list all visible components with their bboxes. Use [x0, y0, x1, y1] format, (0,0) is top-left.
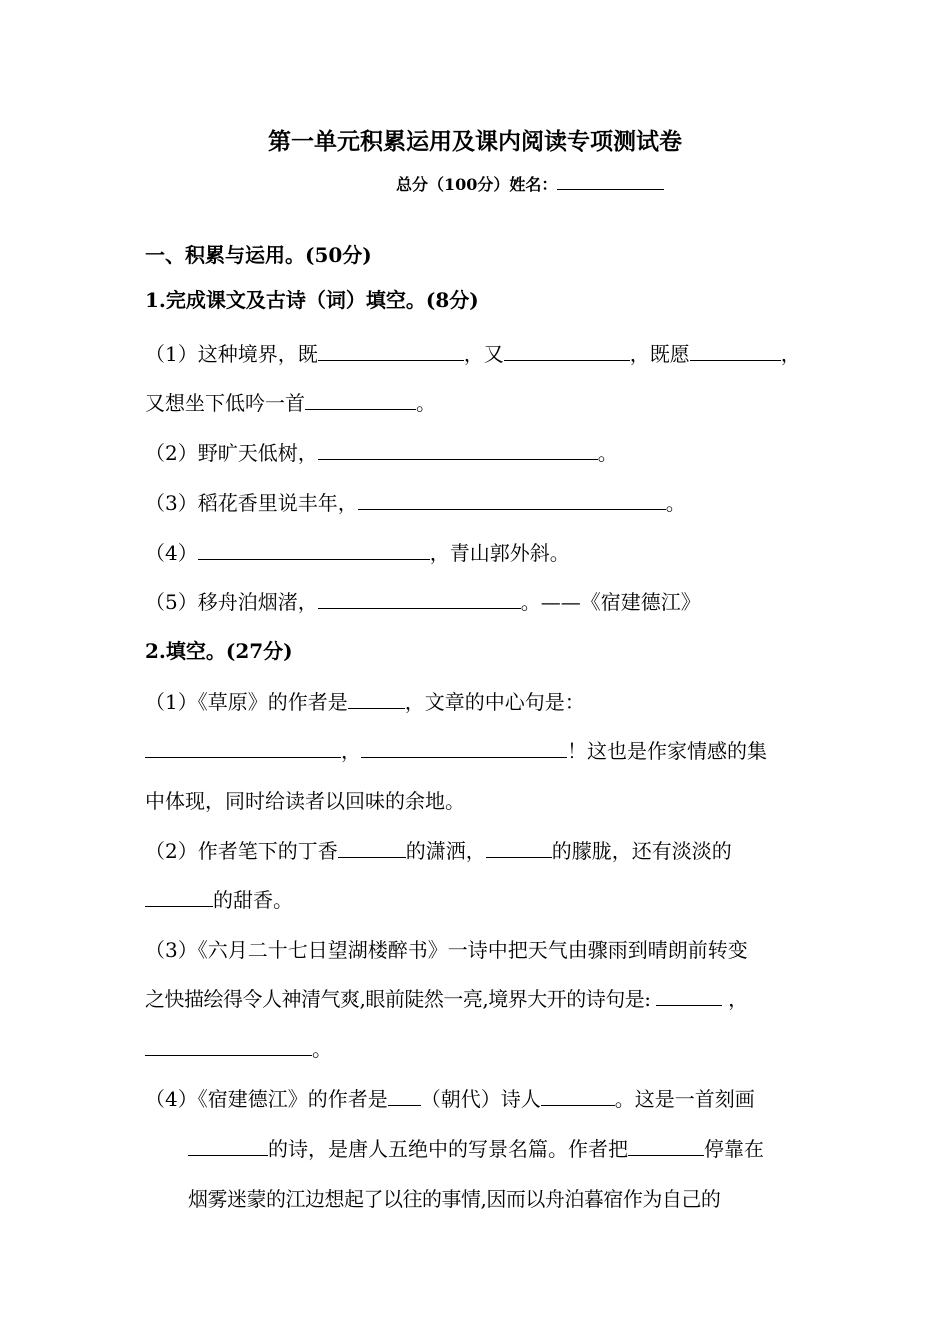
- answer-blank[interactable]: [348, 690, 405, 709]
- score-and-name-line: [396, 173, 664, 196]
- q2-item-2-cont: 的甜香。: [145, 888, 293, 912]
- answer-blank[interactable]: [305, 391, 416, 410]
- answer-blank[interactable]: [504, 342, 630, 361]
- q1-item-5: （5）移舟泊烟渚， 。——《宿建德江》: [145, 590, 701, 614]
- student-name-field[interactable]: [557, 173, 664, 190]
- q1-item-2: （2）野旷天低树， 。: [145, 441, 618, 465]
- answer-blank[interactable]: [145, 1037, 312, 1056]
- total-score-label: 总分（100分）姓名：: [396, 175, 558, 194]
- q1-item-1: （1）这种境界，既 ，又 ，既愿 ，: [145, 342, 801, 366]
- q2-item-1: （1）《草原》的作者是 ，文章的中心句是：: [145, 690, 585, 714]
- answer-blank[interactable]: [318, 590, 521, 609]
- q2-item-3: （3）《六月二十七日望湖楼醉书》一诗中把天气由骤雨到晴朗前转变: [145, 938, 748, 962]
- question-1-heading: 1.完成课文及古诗（词）填空。(8分): [145, 288, 479, 312]
- answer-blank[interactable]: [145, 739, 341, 758]
- answer-blank[interactable]: [188, 1137, 268, 1156]
- q2-item-1-cont: ， ！这也是作家情感的集: [145, 739, 767, 763]
- answer-blank[interactable]: [628, 1137, 704, 1156]
- answer-blank[interactable]: [656, 987, 722, 1006]
- question-2-heading: 2.填空。(27分): [145, 639, 293, 663]
- q2-item-1-end: 中体现，同时给读者以回味的余地。: [145, 789, 465, 813]
- section-heading-1: 一、积累与运用。(50分): [145, 243, 372, 267]
- q1-item-1-cont: 又想坐下低吟一首 。: [145, 391, 436, 415]
- answer-blank[interactable]: [388, 1087, 421, 1106]
- page-title: 第一单元积累运用及课内阅读专项测试卷: [268, 128, 682, 155]
- q2-item-3-cont: 之快描绘得令人神清气爽,眼前陡然一亮,境界大开的诗句是: ，: [145, 987, 748, 1011]
- answer-blank[interactable]: [145, 888, 213, 907]
- q2-item-4-end: 烟雾迷蒙的江边想起了以往的事情,因而以舟泊暮宿作为自己的: [188, 1187, 721, 1211]
- answer-blank[interactable]: [198, 541, 430, 560]
- answer-blank[interactable]: [318, 441, 598, 460]
- q2-item-4: （4）《宿建德江》的作者是 （朝代）诗人 。这是一首刻画: [145, 1087, 755, 1111]
- answer-blank[interactable]: [318, 342, 464, 361]
- answer-blank[interactable]: [486, 839, 552, 858]
- q2-item-2: （2）作者笔下的丁香 的潇洒， 的朦胧，还有淡淡的: [145, 839, 732, 863]
- answer-blank[interactable]: [338, 839, 406, 858]
- answer-blank[interactable]: [358, 491, 666, 510]
- answer-blank[interactable]: [361, 739, 567, 758]
- q1-item-4: （4） ，青山郭外斜。: [145, 541, 570, 565]
- answer-blank[interactable]: [690, 342, 781, 361]
- q2-item-4-cont: 的诗，是唐人五绝中的写景名篇。作者把 停靠在: [188, 1137, 764, 1161]
- q2-item-3-end: 。: [145, 1037, 332, 1061]
- q1-item-3: （3）稻花香里说丰年， 。: [145, 491, 686, 515]
- answer-blank[interactable]: [541, 1087, 615, 1106]
